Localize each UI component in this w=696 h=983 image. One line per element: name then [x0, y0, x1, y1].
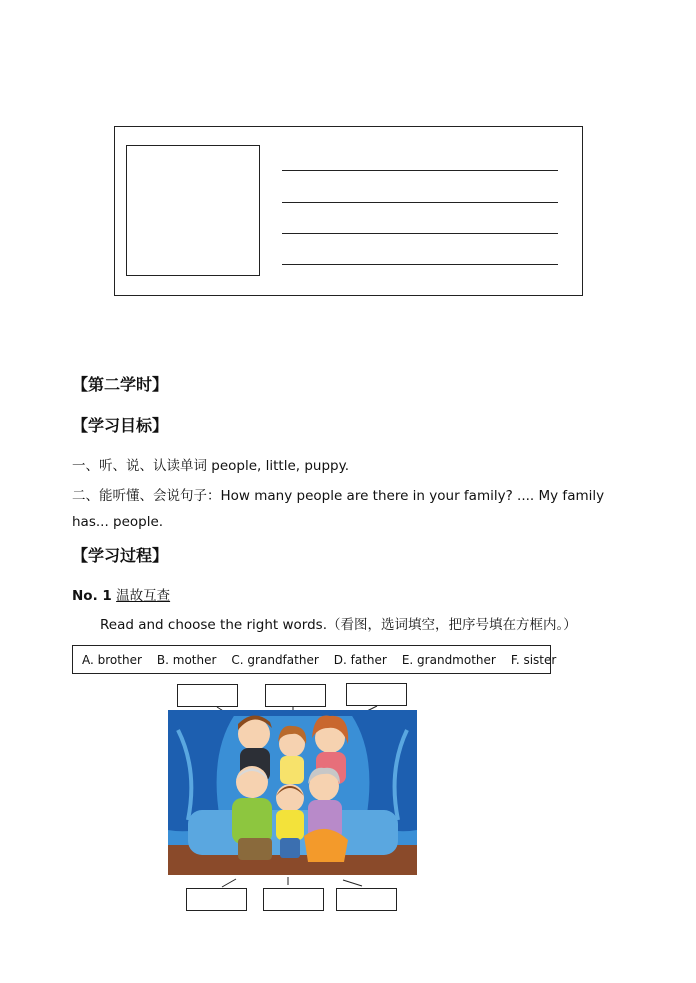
- option-f: F. sister: [510, 652, 557, 667]
- objective-2-line1: 二、能听懂、会说句子：How many people are there in your family? .... My family: [72, 488, 605, 504]
- option-b: B. mother: [156, 652, 217, 667]
- no1-title: 温故互查: [116, 588, 171, 604]
- no1-label: No. 1: [72, 588, 112, 604]
- objective-1: 一、听、说、认读单词 people, little, puppy.: [72, 458, 349, 474]
- process-header: 【学习过程】: [72, 546, 169, 565]
- objective-2-line2: has... people.: [72, 514, 164, 530]
- lesson-header: 【第二学时】: [72, 375, 169, 394]
- instruction: Read and choose the right words.（看图，选词填空，把序号填在方框内。）: [100, 617, 577, 633]
- option-a: A. brother: [82, 652, 142, 667]
- family-illustration: [168, 710, 417, 875]
- option-e: E. grandmother: [401, 652, 496, 667]
- option-d: D. father: [333, 652, 387, 667]
- option-c: C. grandfather: [231, 652, 319, 667]
- objectives-header: 【学习目标】: [72, 416, 169, 435]
